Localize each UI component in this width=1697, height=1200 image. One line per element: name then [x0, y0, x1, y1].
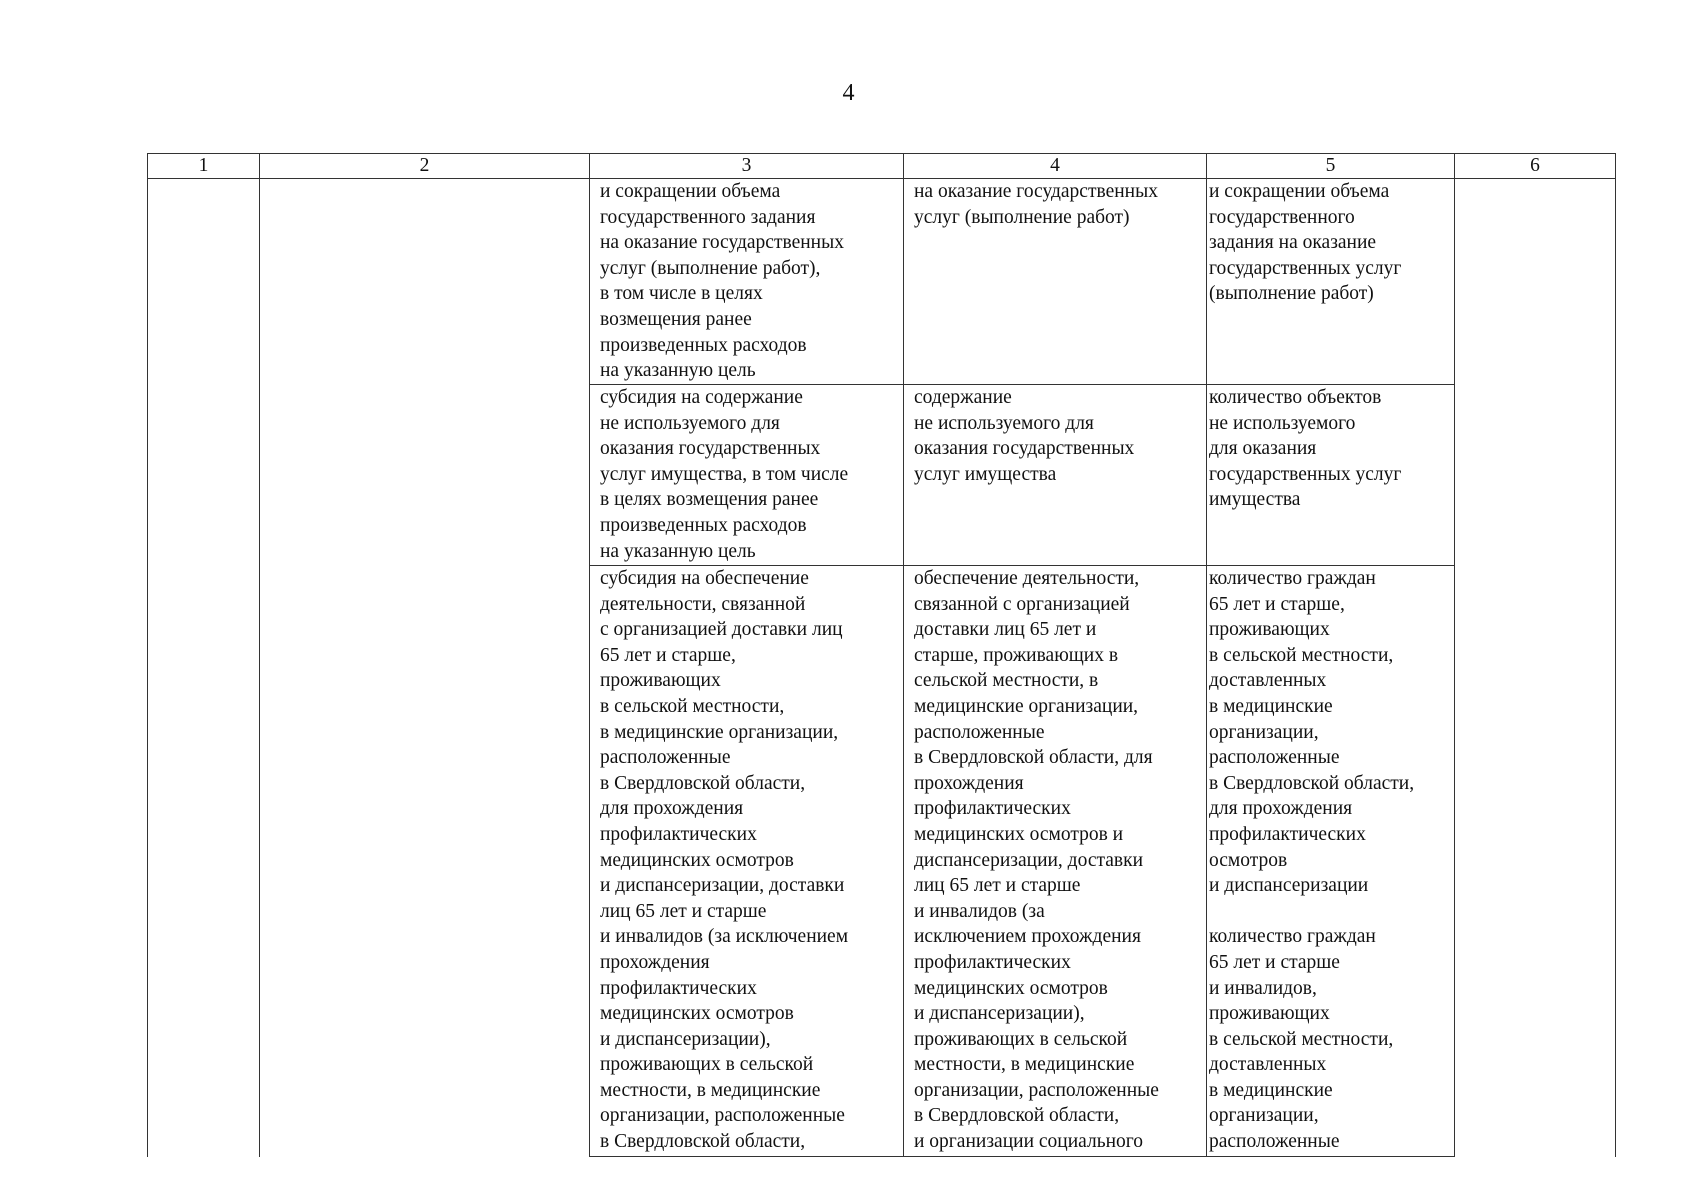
column-header: 3	[590, 154, 904, 179]
table-cell: содержание не используемого для оказания государственных услуг имущества	[904, 385, 1207, 566]
table-cell: и сокращении объема государственного задания на оказание государственных услуг (выполнение работ), в том числе в целях возмещения ранее произведенных расходов на указанную цель	[590, 179, 904, 385]
table-cell	[1455, 566, 1616, 1157]
page-number: 4	[842, 80, 855, 106]
column-header: 6	[1455, 154, 1616, 179]
table-cell: количество объектов не используемого для оказания государственных услуг имущества	[1207, 385, 1455, 566]
column-header: 5	[1207, 154, 1455, 179]
table-cell: обеспечение деятельности, связанной с организацией доставки лиц 65 лет и старше, проживающих в сельской местности, в медицинские организации, расположенные в Свердловской области, для прохождения профилактических медицинских осмотров и диспансеризации, доставки лиц 65 лет и старше и инвалидов (за исключением прохождения профилактических медицинских осмотров и диспансеризации), проживающих в сельской местности, в медицинские организации, расположенные в Свердловской области, и организации социального	[904, 566, 1207, 1157]
table-cell: субсидия на обеспечение деятельности, связанной с организацией доставки лиц 65 лет и старше, проживающих в сельской местности, в медицинские организации, расположенные в Свердловской области, для прохождения профилактических медицинских осмотров и диспансеризации, доставки лиц 65 лет и старше и инвалидов (за исключением прохождения профилактических медицинских осмотров и диспансеризации), проживающих в сельской местности, в медицинские организации, расположенные в Свердловской области,	[590, 566, 904, 1157]
column-header: 1	[148, 154, 260, 179]
column-header: 2	[260, 154, 590, 179]
table-cell	[260, 179, 590, 1157]
document-table	[147, 153, 1616, 1157]
table-cell	[1455, 385, 1616, 566]
table-cell: субсидия на содержание не используемого для оказания государственных услуг имущества, в том числе в целях возмещения ранее произведенных расходов на указанную цель	[590, 385, 904, 566]
table-cell: и сокращении объема государственного задания на оказание государственных услуг (выполнение работ)	[1207, 179, 1455, 385]
table-cell: количество граждан 65 лет и старше, проживающих в сельской местности, доставленных в медицинские организации, расположенные в Свердловской области, для прохождения профилактических осмотров и диспансеризации количество граждан 65 лет и старше и инвалидов, проживающих в сельской местности, доставленных в медицинские организации, расположенные	[1207, 566, 1455, 1157]
table-cell	[1455, 179, 1616, 385]
table-header-row	[148, 154, 1616, 179]
table-cell: на оказание государственных услуг (выполнение работ)	[904, 179, 1207, 385]
table-cell	[148, 179, 260, 1157]
table-row	[148, 179, 1616, 385]
column-header: 4	[904, 154, 1207, 179]
